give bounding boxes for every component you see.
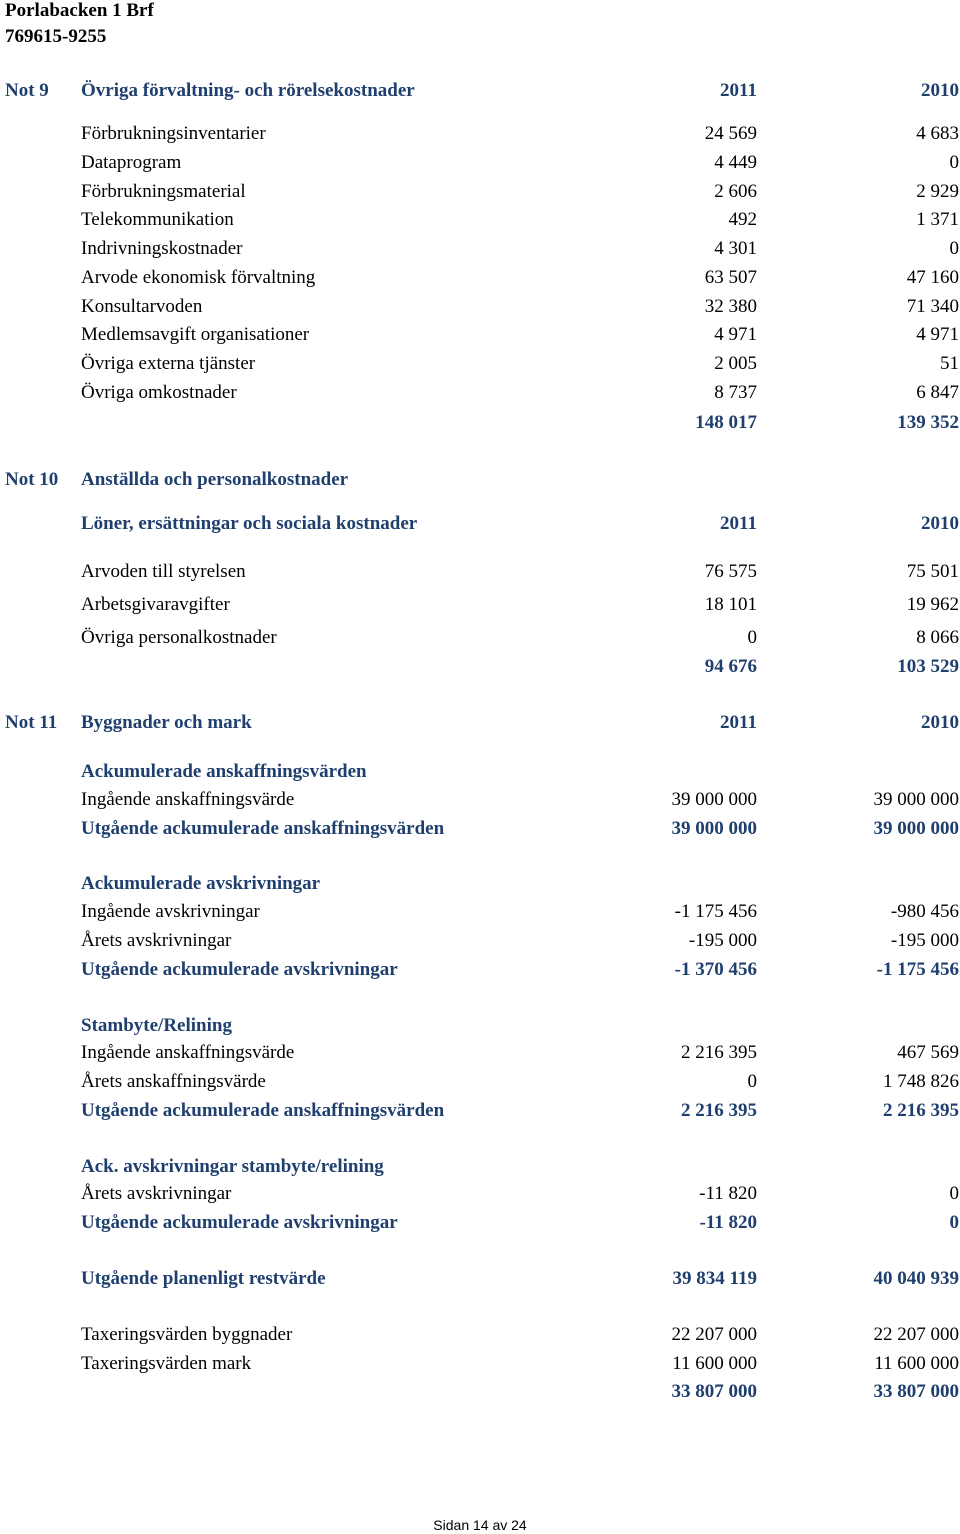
- total-2010: 139 352: [897, 412, 959, 433]
- value-2011: 24 569: [704, 123, 757, 144]
- table-row: [0, 295, 960, 319]
- company-name: Porlabacken 1 Brf: [5, 0, 154, 21]
- table-row: [0, 122, 960, 146]
- row-label: Indrivningskostnader: [81, 238, 243, 259]
- value-2010: 2 216 395: [883, 1100, 959, 1121]
- value-2011: 22 207 000: [671, 1324, 757, 1345]
- column-year-2010: 2010: [921, 80, 959, 101]
- row-label: Konsultarvoden: [81, 296, 203, 317]
- row-label: Utgående planenligt restvärde: [81, 1268, 326, 1289]
- value-2011: 4 971: [714, 324, 757, 345]
- acquisition-heading: Ackumulerade anskaffningsvärden: [81, 761, 367, 782]
- note-label: Not 11: [5, 712, 58, 733]
- note10-subheader: [0, 512, 960, 536]
- row-label: Taxeringsvärden byggnader: [81, 1324, 293, 1345]
- subtotal-row: [0, 1211, 960, 1235]
- row-label: Utgående ackumulerade avskrivningar: [81, 1212, 398, 1233]
- value-2010: 2 929: [916, 181, 959, 202]
- row-label: Arvoden till styrelsen: [81, 561, 246, 582]
- row-label: Ingående avskrivningar: [81, 901, 260, 922]
- value-2011: 39 834 119: [672, 1268, 757, 1289]
- value-2011: 0: [747, 1071, 757, 1092]
- row-label: Telekommunikation: [81, 209, 234, 230]
- table-row: [0, 788, 960, 812]
- row-label: Övriga personalkostnader: [81, 627, 277, 648]
- value-2011: 11 600 000: [672, 1353, 757, 1374]
- note9-header: [0, 79, 960, 103]
- value-2010: 39 000 000: [873, 789, 959, 810]
- table-row: [0, 929, 960, 953]
- table-row: [0, 266, 960, 290]
- depreciation-heading: Ackumulerade avskrivningar: [81, 873, 321, 894]
- column-year-2011: 2011: [720, 80, 757, 101]
- total-2011: 94 676: [704, 656, 757, 677]
- value-2011: 2 005: [714, 353, 757, 374]
- row-label: Utgående ackumulerade anskaffningsvärden: [81, 818, 445, 839]
- table-row: [0, 208, 960, 232]
- value-2010: 4 971: [916, 324, 959, 345]
- table-row: [0, 323, 960, 347]
- table-row: [0, 151, 960, 175]
- total-2010: 103 529: [897, 656, 959, 677]
- table-row: [0, 900, 960, 924]
- row-label: Ingående anskaffningsvärde: [81, 1042, 295, 1063]
- value-2010: 4 683: [916, 123, 959, 144]
- value-2011: 76 575: [704, 561, 757, 582]
- value-2010: 0: [949, 238, 959, 259]
- value-2010: 467 569: [897, 1042, 959, 1063]
- note-title: Byggnader och mark: [81, 712, 252, 733]
- value-2010: -980 456: [890, 901, 959, 922]
- value-2011: 2 216 395: [681, 1042, 757, 1063]
- value-2011: 32 380: [704, 296, 757, 317]
- value-2011: -11 820: [699, 1183, 757, 1204]
- row-label: Utgående ackumulerade avskrivningar: [81, 959, 398, 980]
- value-2010: 1 371: [916, 209, 959, 230]
- value-2010: 47 160: [906, 267, 959, 288]
- relining-depreciation-heading: Ack. avskrivningar stambyte/relining: [81, 1156, 384, 1177]
- value-2010: 51: [940, 353, 959, 374]
- org-number: 769615-9255: [5, 26, 107, 47]
- total-2010: 33 807 000: [873, 1381, 959, 1402]
- row-label: Årets anskaffningsvärde: [81, 1071, 266, 1092]
- total-2011: 33 807 000: [671, 1381, 757, 1402]
- value-2011: 39 000 000: [671, 818, 757, 839]
- value-2010: 6 847: [916, 382, 959, 403]
- row-label: Övriga omkostnader: [81, 382, 237, 403]
- total-row: [0, 1380, 960, 1404]
- relining-heading: Stambyte/Relining: [81, 1015, 232, 1036]
- table-row: [0, 560, 960, 584]
- value-2010: -1 175 456: [876, 959, 959, 980]
- value-2011: 18 101: [704, 594, 757, 615]
- table-row: [0, 180, 960, 204]
- total-row: [0, 411, 960, 435]
- value-2011: 2 216 395: [681, 1100, 757, 1121]
- table-row: [0, 626, 960, 650]
- subtotal-row: [0, 817, 960, 841]
- value-2011: 63 507: [704, 267, 757, 288]
- column-year-2010: 2010: [921, 513, 959, 534]
- value-2010: 8 066: [916, 627, 959, 648]
- value-2011: 492: [728, 209, 757, 230]
- note-label: Not 9: [5, 80, 49, 101]
- row-label: Årets avskrivningar: [81, 1183, 232, 1204]
- value-2011: -11 820: [699, 1212, 757, 1233]
- value-2010: 0: [949, 152, 959, 173]
- column-year-2010: 2010: [921, 712, 959, 733]
- row-label: Förbrukningsinventarier: [81, 123, 266, 144]
- value-2010: 39 000 000: [873, 818, 959, 839]
- value-2011: 8 737: [714, 382, 757, 403]
- value-2010: 22 207 000: [873, 1324, 959, 1345]
- section-heading: [0, 872, 960, 896]
- value-2011: -1 370 456: [674, 959, 757, 980]
- subtotal-row: [0, 1099, 960, 1123]
- value-2011: 2 606: [714, 181, 757, 202]
- value-2010: 71 340: [906, 296, 959, 317]
- row-label: Taxeringsvärden mark: [81, 1353, 252, 1374]
- total-2011: 148 017: [695, 412, 757, 433]
- note10-header: [0, 468, 960, 492]
- table-row: [0, 1041, 960, 1065]
- subtotal-row: [0, 958, 960, 982]
- note-title: Övriga förvaltning- och rörelsekostnader: [81, 80, 415, 101]
- page-number: Sidan 14 av 24: [433, 1517, 527, 1533]
- table-row: [0, 1070, 960, 1094]
- row-label: Ingående anskaffningsvärde: [81, 789, 295, 810]
- table-row: [0, 237, 960, 261]
- value-2010: -195 000: [890, 930, 959, 951]
- table-row: [0, 352, 960, 376]
- column-year-2011: 2011: [720, 513, 757, 534]
- value-2011: -1 175 456: [674, 901, 757, 922]
- total-row: [0, 655, 960, 679]
- value-2011: 4 449: [714, 152, 757, 173]
- value-2010: 40 040 939: [873, 1268, 959, 1289]
- table-row: [0, 1323, 960, 1347]
- table-row: [0, 593, 960, 617]
- row-label: Förbrukningsmaterial: [81, 181, 246, 202]
- section-heading: [0, 760, 960, 784]
- value-2011: -195 000: [688, 930, 757, 951]
- row-label: Årets avskrivningar: [81, 930, 232, 951]
- note-title: Anställda och personalkostnader: [81, 469, 349, 490]
- section-heading: [0, 1014, 960, 1038]
- value-2011: 39 000 000: [671, 789, 757, 810]
- section-heading: [0, 1155, 960, 1179]
- row-label: Utgående ackumulerade anskaffningsvärden: [81, 1100, 445, 1121]
- value-2010: 0: [949, 1183, 959, 1204]
- row-label: Medlemsavgift organisationer: [81, 324, 310, 345]
- residual-value-row: [0, 1267, 960, 1291]
- row-label: Dataprogram: [81, 152, 182, 173]
- row-label: Övriga externa tjänster: [81, 353, 256, 374]
- value-2011: 0: [747, 627, 757, 648]
- note11-header: [0, 711, 960, 735]
- table-row: [0, 1182, 960, 1206]
- value-2010: 75 501: [906, 561, 959, 582]
- value-2011: 4 301: [714, 238, 757, 259]
- value-2010: 11 600 000: [874, 1353, 959, 1374]
- value-2010: 0: [949, 1212, 959, 1233]
- row-label: Arvode ekonomisk förvaltning: [81, 267, 316, 288]
- section-subtitle: Löner, ersättningar och sociala kostnader: [81, 513, 418, 534]
- column-year-2011: 2011: [720, 712, 757, 733]
- row-label: Arbetsgivaravgifter: [81, 594, 230, 615]
- value-2010: 1 748 826: [883, 1071, 959, 1092]
- table-row: [0, 381, 960, 405]
- value-2010: 19 962: [906, 594, 959, 615]
- note-label: Not 10: [5, 469, 59, 490]
- table-row: [0, 1352, 960, 1376]
